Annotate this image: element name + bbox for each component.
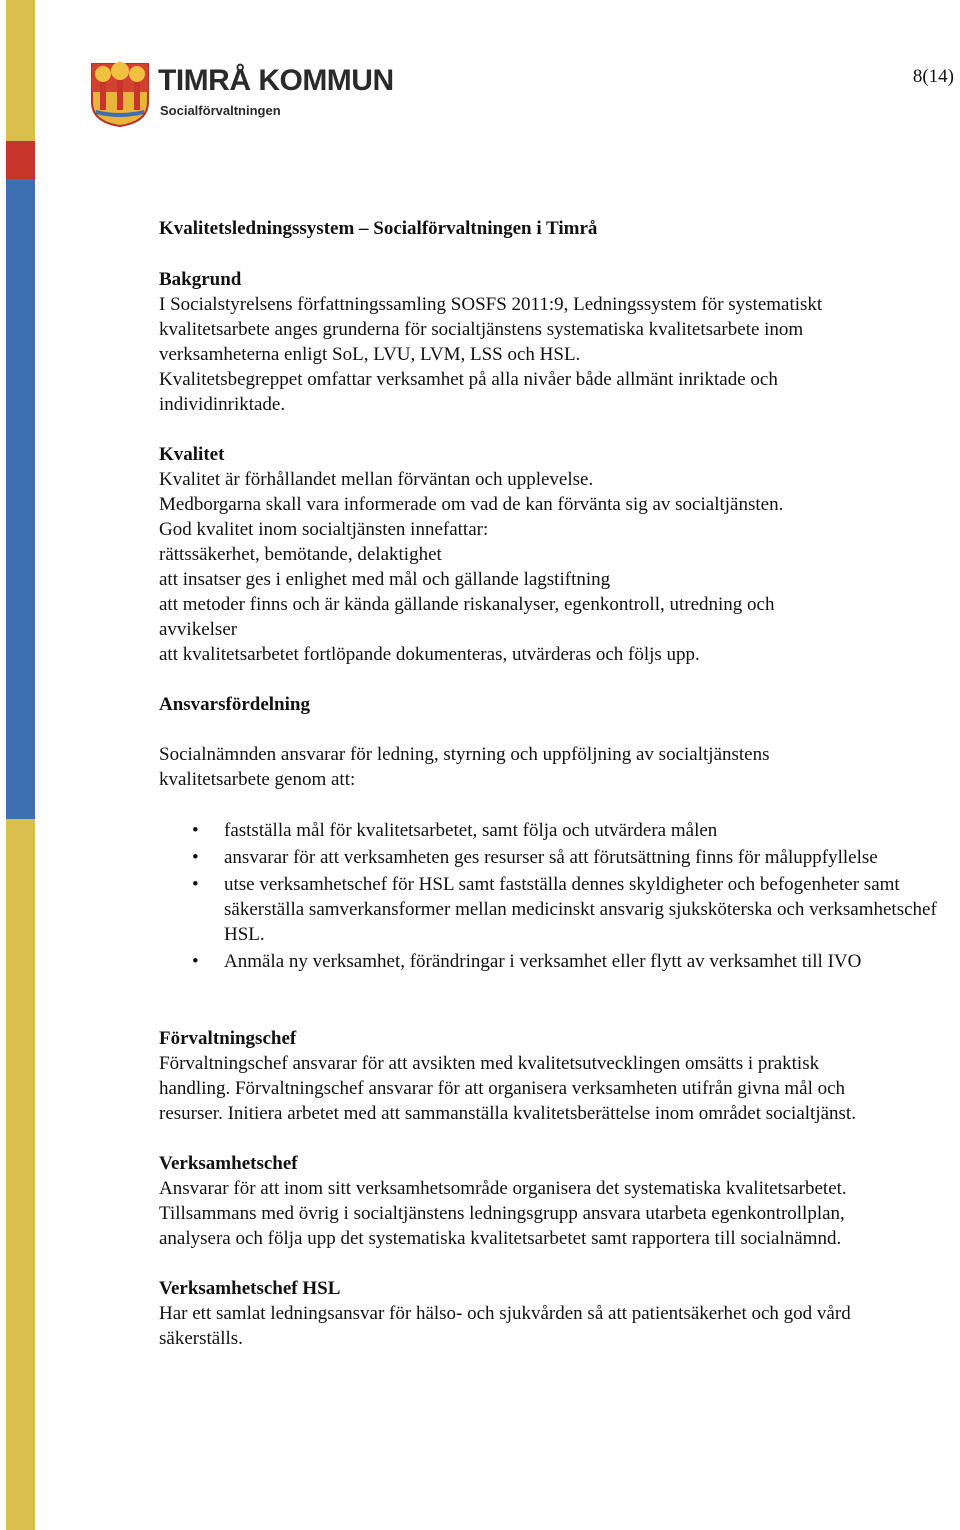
logo-subtitle: Socialförvaltningen bbox=[160, 103, 281, 118]
responsibility-list bbox=[159, 818, 959, 974]
paragraph-line: att kvalitetsarbetet fortlöpande dokumenteras, utvärderas och följs upp. bbox=[159, 644, 700, 665]
heading-bakgrund: Bakgrund bbox=[159, 269, 242, 290]
bullet-icon: • bbox=[192, 820, 199, 841]
paragraph-line: att metoder finns och är kända gällande riskanalyser, egenkontroll, utredning och bbox=[159, 594, 775, 615]
page-number: 8(14) bbox=[912, 66, 954, 87]
paragraph-line: Ansvarar för att inom sitt verksamhetsområde organisera det systematiska kvalitetsarbetet. bbox=[159, 1178, 847, 1199]
side-band-blue bbox=[6, 179, 35, 819]
paragraph-line: analysera och följa upp det systematiska kvalitetsarbetet samt rapportera till socialnämnd. bbox=[159, 1228, 842, 1249]
paragraph-line: säkerställs. bbox=[159, 1328, 243, 1349]
paragraph-line: individinriktade. bbox=[159, 394, 286, 415]
paragraph-line: Förvaltningschef ansvarar för att avsikten med kvalitetsutvecklingen omsätts i praktisk bbox=[159, 1053, 820, 1074]
paragraph-line: kvalitetsarbete genom att: bbox=[159, 769, 356, 790]
list-item: • utse verksamhetschef för HSL samt fastställa dennes skyldigheter och befogenheter samt säkerställa samverkansformer mellan medicinskt ansvarig sjuksköterska och verksamhetschef HSL. bbox=[192, 874, 937, 945]
list-item: • ansvarar för att verksamheten ges resurser så att förutsättning finns för måluppfyllelse bbox=[192, 847, 878, 868]
paragraph-line: Medborgarna skall vara informerade om vad de kan förvänta sig av socialtjänsten. bbox=[159, 494, 784, 515]
paragraph-line: Har ett samlat ledningsansvar för hälso- och sjukvården så att patientsäkerhet och god vård bbox=[159, 1303, 851, 1324]
paragraph-line: Kvalitet är förhållandet mellan förväntan och upplevelse. bbox=[159, 469, 594, 490]
logo-name: TIMRÅ KOMMUN bbox=[158, 64, 394, 97]
paragraph-line: Tillsammans med övrig i socialtjänstens ledningsgrupp ansvara utarbeta egenkontrollplan, bbox=[159, 1203, 845, 1224]
paragraph-line: Socialnämnden ansvarar för ledning, styrning och uppföljning av socialtjänstens bbox=[159, 744, 770, 765]
side-band-gold-top bbox=[6, 0, 35, 141]
paragraph-line: handling. Förvaltningschef ansvarar för att organisera verksamheten utifrån givna mål och bbox=[159, 1078, 846, 1099]
heading-ansvarsfordelning: Ansvarsfördelning bbox=[159, 694, 310, 715]
side-band-red bbox=[6, 141, 35, 179]
paragraph-line: God kvalitet inom socialtjänsten innefattar: bbox=[159, 519, 489, 540]
side-band-gold-bottom bbox=[6, 819, 35, 1530]
bullet-icon: • bbox=[192, 874, 199, 895]
paragraph-line: I Socialstyrelsens författningssamling SOSFS 2011:9, Ledningssystem för systematiskt bbox=[159, 294, 823, 315]
paragraph-line: kvalitetsarbete anges grunderna för socialtjänstens systematiska kvalitetsarbete inom bbox=[159, 319, 804, 340]
heading-forvaltningschef: Förvaltningschef bbox=[159, 1028, 297, 1049]
document-title: Kvalitetsledningssystem – Socialförvaltningen i Timrå bbox=[159, 218, 598, 239]
bullet-icon: • bbox=[192, 951, 199, 972]
paragraph-line: verksamheterna enligt SoL, LVU, LVM, LSS och HSL. bbox=[159, 344, 581, 365]
timra-kommun-logo bbox=[90, 62, 394, 130]
paragraph-line: avvikelser bbox=[159, 619, 238, 640]
paragraph-line: att insatser ges i enlighet med mål och gällande lagstiftning bbox=[159, 569, 611, 590]
heading-verksamhetschef-hsl: Verksamhetschef HSL bbox=[159, 1278, 341, 1299]
bullet-icon: • bbox=[192, 847, 199, 868]
heading-verksamhetschef: Verksamhetschef bbox=[159, 1153, 298, 1174]
heading-kvalitet: Kvalitet bbox=[159, 444, 225, 465]
document-body bbox=[159, 216, 959, 1351]
coat-of-arms-icon bbox=[90, 62, 150, 128]
paragraph-line: resurser. Initiera arbetet med att sammanställa kvalitetsberättelse inom området socialtjänst. bbox=[159, 1103, 856, 1124]
list-item: • fastställa mål för kvalitetsarbetet, samt följa och utvärdera målen bbox=[192, 820, 718, 841]
paragraph-line: Kvalitetsbegreppet omfattar verksamhet på alla nivåer både allmänt inriktade och bbox=[159, 369, 778, 390]
paragraph-line: rättssäkerhet, bemötande, delaktighet bbox=[159, 544, 442, 565]
list-item: • Anmäla ny verksamhet, förändringar i verksamhet eller flytt av verksamhet till IVO bbox=[192, 951, 862, 972]
